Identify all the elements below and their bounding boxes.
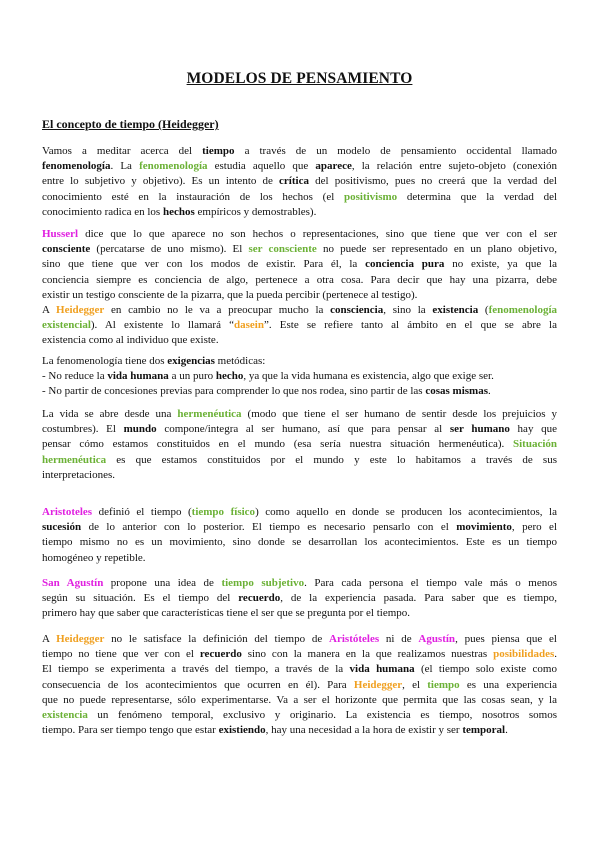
styled-term: movimiento [456,521,512,534]
styled-term: ser consciente [248,243,317,256]
text-run: compone/integra al ser humano, así que para pensar al [156,423,450,436]
styled-term: existiendo [218,724,266,737]
text-run: costumbres). El [42,423,124,436]
text-line [42,159,557,174]
text-line [42,505,557,520]
text-line [42,227,557,242]
text-run: propone una idea de [103,577,222,589]
styled-term: exigencias [167,355,215,367]
text-line [42,591,557,606]
text-run: (el tiempo solo existe como [414,663,557,676]
text-run: sino que tiene que ver con los modos de existir. Para él, la [42,258,366,271]
text-run: , de la experiencia pasada. Para saber que es tiempo, [280,592,557,605]
styled-term: Heidegger [353,678,403,691]
text-run: ”. Este se refiere tanto al ámbito en el que se abre la [263,319,557,332]
styled-term: tiempo subjetivo [221,577,305,589]
text-line [42,453,557,468]
text-line [42,535,557,550]
styled-term: San Agustín [42,577,104,589]
text-run: , hay una necesidad a la hora de existir y ser [265,724,463,737]
text-line [42,678,557,693]
styled-term: tiempo [427,678,460,691]
text-line [42,174,557,189]
styled-term: Heidegger [56,304,105,317]
paragraph-heidegger-tiempo [42,632,557,738]
styled-term: conciencia pura [365,258,445,271]
text-run: no le satisface la definición del tiempo de [104,633,330,645]
text-run: no puede ser representado en un plano objetivo, [316,243,557,256]
styled-term: aparece [315,160,352,173]
styled-term: cosas mismas [425,385,488,398]
styled-term: Heidegger [56,633,105,645]
text-run: ( [478,304,489,317]
text-run: tiempo no tiene que ver con el [42,648,200,661]
text-line [42,190,557,205]
text-run: La fenomenología tiene dos [42,355,168,367]
paragraph-hermeneutica [42,407,557,483]
text-run: que no puede representarse, sólo experimentarse. Va a ser el horizonte que permita que las cosas sean, y la [42,693,557,706]
text-run: primero hay que saber que características tiene el ser que se pregunta por el tiempo. [42,607,411,620]
text-line [42,576,557,591]
text-line [42,273,557,288]
styled-term: dasein [234,319,264,332]
styled-term: Aristoteles [42,506,93,518]
styled-term: tiempo físico [191,506,256,518]
text-run: determina que la verdad del [397,190,558,203]
text-run: El tiempo se experimenta a través del tiempo, a través de la [42,663,350,676]
text-run: conocimiento radica en los [42,205,163,218]
text-run: , la relación entre sujeto-objeto (conexión [351,160,557,173]
text-run: según su situación. Es el tiempo del [42,592,239,605]
styled-term: existencia [42,709,88,722]
styled-term: Agustín [418,633,456,645]
styled-term: tiempo [202,145,235,157]
text-line [42,318,557,333]
styled-term: crítica [279,175,309,188]
text-run: en cambio no le va a preocupar mucho la [104,304,331,317]
text-line [42,333,557,348]
styled-term: vida humana [349,663,415,676]
text-line [42,693,557,708]
styled-term: hermenéutica [177,408,242,420]
text-run: definió el tiempo ( [92,506,192,518]
styled-term: Situación [512,438,557,451]
text-run: La vida se abre desde una [42,408,178,420]
styled-term: ser humano [449,423,510,436]
text-line [42,242,557,257]
styled-term: Aristóteles [329,633,380,645]
text-run: homogéneo y repetible. [42,551,146,564]
section-heading: El concepto de tiempo (Heidegger) [42,117,219,131]
text-run: ni de [379,633,419,645]
text-line [42,205,557,220]
text-run: es una experiencia [459,678,557,691]
text-line [42,662,557,677]
text-run: a través de un modelo de pensamiento occidental llamado [234,145,558,157]
text-run: , el [402,678,428,691]
text-run: tiempo. Para ser tiempo tengo que estar [42,724,219,737]
text-run: dice que lo que aparece no son hechos o representaciones, sino que tiene que ver con el ser [78,228,557,240]
styled-term: temporal [462,724,506,737]
text-line [42,257,557,272]
text-line [42,422,557,437]
styled-term: fenomenología [42,160,111,173]
styled-term: consciencia [330,304,384,317]
styled-term: posibilidades [493,648,555,661]
text-line [42,384,557,399]
text-line [42,144,557,159]
text-run: a un puro [168,370,216,383]
text-run: A [42,304,57,317]
text-run: conciencia siempre es conciencia de algo, pertenece a otra cosa. Para decir que hay una pizarra, debe [42,273,557,286]
text-run: ). Al existente lo llamará “ [90,319,234,332]
text-run: un fenómeno temporal, exclusivo y originario. La existencia es tiempo, nosotros somos [87,709,557,722]
text-run: hay que [509,423,557,436]
styled-term: fenomenología [139,160,208,173]
text-line [42,520,557,535]
text-run: , pero el [511,521,557,534]
text-run: empíricos y demostrables). [194,205,317,218]
text-run: ) como aquello en donde se producen los acontecimientos, la [255,506,557,518]
text-line [42,647,557,662]
text-line [42,468,557,483]
text-run: existir un testigo consciente de la pizarra, que la pueda percibir (pertenece al testigo). [42,288,418,301]
text-run: (percatarse de uno mismo). El [90,243,249,256]
text-run: , sino la [383,304,433,317]
styled-term: existencia [432,304,479,317]
styled-term: mundo [123,423,157,436]
styled-term: Husserl [42,228,79,240]
text-run: tiempo mismo no es un movimiento, sino donde se desarrollan los acontecimientos. Este es un tiempo [42,536,557,549]
paragraph-aristoteles [42,505,557,566]
text-line [42,551,557,566]
text-line [42,303,557,318]
text-run: consecuencia de los acontecimientos que ocurren en él). Para [42,678,354,691]
text-line [42,354,557,369]
text-run: . [554,648,557,661]
text-run: , pues piensa que el [455,633,557,645]
styled-term: consciente [42,243,91,256]
text-line [42,723,557,738]
styled-term: fenomenología [488,304,558,317]
text-run: de lo anterior con lo posterior. El tiempo es necesario pensarlo con el [81,521,457,534]
text-run: A [42,633,57,645]
paragraph-fenomenologia [42,144,557,220]
text-run: - No reduce la [42,370,108,383]
styled-term: hermenéutica [42,453,107,466]
styled-term: positivismo [344,190,398,203]
text-run: . Para cada persona el tiempo vale más o menos [304,577,557,589]
text-run: no existe, ya que la [444,258,557,271]
styled-term: vida humana [107,370,169,383]
paragraph-husserl-heidegger [42,227,557,349]
styled-term: recuerdo [199,648,242,661]
text-run: , ya que la vida humana es existencia, algo que exige ser. [243,370,494,383]
styled-term: hecho [215,370,244,383]
text-line [42,708,557,723]
text-line [42,437,557,452]
styled-term: recuerdo [238,592,281,605]
text-run: . [505,724,508,737]
text-line [42,632,557,647]
text-run: entre lo subjetivo y objetivo). Es un intento de [42,175,280,188]
paragraph-san-agustin [42,576,557,622]
text-run: . La [110,160,140,173]
text-run: interpretaciones. [42,468,115,481]
styled-term: existencial [42,319,91,332]
text-line [42,288,557,303]
text-run: conocimiento esté en la instauración de los hechos (el [42,190,344,203]
text-run: es que estamos constituidos por el mundo y este lo habitamos a través de sus [106,453,557,466]
paragraph-exigencias [42,354,557,400]
text-run: estudia aquello que [207,160,316,173]
text-run: Vamos a meditar acerca del [42,145,203,157]
text-line [42,606,557,621]
text-run: existencia como al individuo que existe. [42,334,219,347]
text-line [42,369,557,384]
text-run: sino con la manera en la que realizamos nuestras [241,648,494,661]
text-run: pensar cómo estamos constituidos en el mundo (esa sería nuestra situación hermenéutica). [42,438,513,451]
styled-term: hechos [162,205,195,218]
text-run: . [487,385,491,398]
text-run: (modo que tiene el ser humano de sentir desde los prejuicios y [241,408,558,420]
text-run: - No partir de concesiones previas para comprender lo que nos rodea, sino partir de las [42,385,426,398]
text-line [42,407,557,422]
text-run: metódicas: [214,355,266,367]
page-title: MODELOS DE PENSAMIENTO [186,70,413,87]
styled-term: sucesión [42,521,82,534]
text-run: del positivismo, pues no creerá que la verdad del [308,175,557,188]
